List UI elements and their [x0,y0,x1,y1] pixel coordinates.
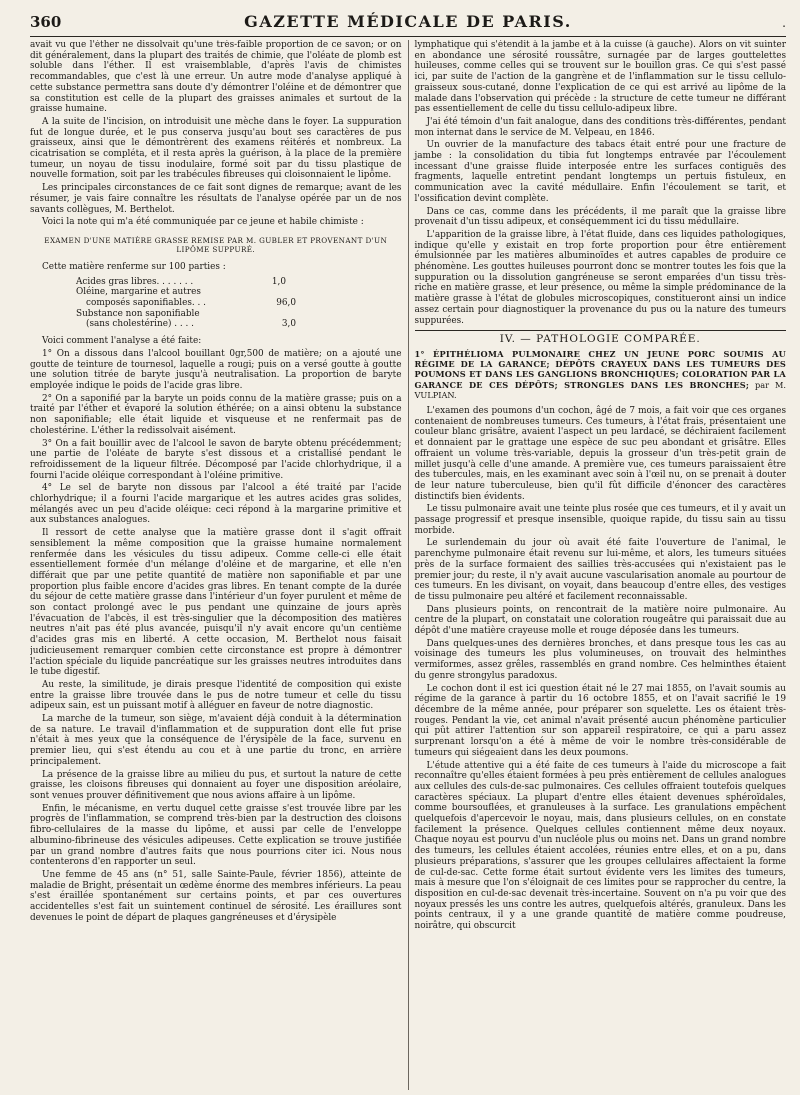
paragraph: Cette matière renferme sur 100 parties : [42,261,226,272]
paragraph: Voici la note qui m'a été communiquée par ce jeune et habile chimiste : [42,217,364,228]
journal-title: GAZETTE MÉDICALE DE PARIS. [244,12,572,31]
page-header [30,12,786,37]
paragraph: A la suite de l'incision, on introduisit une mèche dans le foyer. La suppuration fut de longue durée, et le pus conserva jusqu'au bout ses caractères de pus graisseux, ainsi que le démontrèrent des examens réitérés et nombreux. La cicatrisation se compléta, et il resta après la guérison, à la place de la première tumeur, un noyau de tissu inodulaire, formé soit par du tissu plastique de nouvelle formation, soit par les trabécules fibreuses qui cloisonnaient le lipôme. [30,116,402,181]
paragraph: L'étude attentive qui a été faite de ces tumeurs à l'aide du microscope a fait reconnaître qu'elles étaient formées à peu près entièrement de cellules analogues aux cellules des culs-de-sac pulmonaires. Ces cellules offraient toutefois quelques caractères spéciaux. La plupart d'entre elles étaient devenues sphéroïdales, comme boursouflées, et granuleuses à la surface. Les granulations empêchent quelquefois d'apercevoir le noyau, mais, dans plusieurs cellules, on en constate facilement la présence. Quelques cellules contiennent même deux noyaux. Chaque noyau est pourvu d'un nucléole plus ou moins net. Dans un grand nombre des tumeurs, les cellules étaient accolées, réunies entre elles, et on a pu, dans plusieurs préparations, s'assurer que les groupes cellulaires affectaient la forme de cul-de-sac. Cette forme était surtout évidente vers les limites des tumeurs, mais à mesure que l'on s'éloignait de ces limites pour se rapprocher du centre, la disposition en cul-de-sac devenait très-incertaine. Souvent on n'a pu voir que des noyaux pressés les uns contre les autres, quelquefois altérés, granuleux. Dans les points centraux, il y a une grande quantité de matière comme poudreuse, noirâtre, qui obscurcit [414,760,786,932]
section-heading: IV. — PATHOLOGIE COMPARÉE. [415,330,787,345]
paragraph: Le surlendemain du jour où avait été faite l'ouverture de l'animal, le parenchyme pulmonaire était revenu sur lui-même, et alors, les tumeurs situées près de la surface formaient des saillies très-accusées qui n'existaient pas le premier jour; du reste, il n'y avait aucune vascularisation anomale au pourtour de ces tumeurs. En les divisant, on voyait, dans beaucoup d'entre elles, des vestiges de tissu pulmonaire peu altéré et facilement reconnaissable. [414,538,786,602]
paragraph: Un ouvrier de la manufacture des tabacs était entré pour une fracture de jambe : la consolidation du tibia fut longtemps entravée par l'écoulement incessant d'une graisse fluide interposée entre les surfaces contiguës des fragments, laquelle entretint pendant longtemps un pertuis fistuleux, en communication avec la cavité médullaire. Enfin l'écoulement se tarit, et l'ossification devint complète. [414,140,786,204]
paragraph: lymphatique qui s'étendit à la jambe et à la cuisse (à gauche). Alors on vit suinter en abondance une sérosité roussâtre, surnagée par de larges gouttelettes huileuses, comme celles qui se trouvent sur le bouillon gras. Ce qui s'est passé ici, par suite de l'action de la gangrène et de l'inflammation sur le tissu cellulo-graisseux sous-cutané, donne l'explication de ce qui est arrivé au lipôme de la malade dans l'observation qui précède : la structure de cette tumeur ne différant pas essentiellement de celle du tissu cellulo-adipeux libre. [414,40,786,115]
right-column [409,40,787,1090]
paragraph: Dans ce cas, comme dans les précédents, il me paraît que la graisse libre provenait d'un tissu adipeux, et conséquemment ici du tissu médullaire. [414,206,786,228]
paragraph: Au reste, la similitude, je dirais presque l'identité de composition qui existe entre la graisse libre trouvée dans le pus de notre tumeur et celle du tissu adipeux sain, est un puissant motif à alléguer en faveur de notre diagnostic. [30,679,402,712]
analysis-heading: EXAMEN D'UNE MATIÈRE GRASSE REMISE PAR M. GUBLER ET PROVENANT D'UN LIPÔME SUPPURÉ. [44,235,388,255]
text-columns [30,40,786,1095]
paragraph: Le tissu pulmonaire avait une teinte plus rosée que ces tumeurs, et il y avait un passage progressif et presque insensible, quoique rapide, du tissu sain au tissu morbide. [414,504,786,536]
composition-row: composés saponifiables. . . 96,0 [86,298,296,309]
left-column [30,40,409,1090]
subtitle-text: 1° ÉPITHÉLIOMA PULMONAIRE CHEZ UN JEUNE PORC SOUMIS AU RÉGIME DE LA GARANCE; DÉPÔTS CRAYEUX DANS LES TUMEURS DES POUMONS ET DANS LES GANGLIONS BRONCHIQUES; COLORATION PAR LA GARANCE DE CES DÉPÔTS; STRONGLES DANS LES BRONCHES; [414,348,786,390]
paragraph: L'examen des poumons d'un cochon, âgé de 7 mois, a fait voir que ces organes contenaient de nombreuses tumeurs. Ces tumeurs, à l'état frais, présentaient une couleur blanc grisâtre, avaient l'aspect un peu lardacé, se déchiraient facilement et donnaient par le grattage une espèce de suc peu abondant et grisâtre. Elles offraient un volume très-variable, depuis la grosseur d'un très-petit grain de millet jusqu'à celle d'une amande. A première vue, ces tumeurs paraissaient être des tubercules, mais, en les examinant avec soin à l'œil nu, on se prenait à douter de leur nature tuberculeuse, bien qu'il fût difficile d'énoncer des caractères distinctifs bien évidents. [414,406,786,502]
composition-row: Oléine, margarine et autres [76,287,201,298]
paragraph: 1° On a dissous dans l'alcool bouillant 0gr,500 de matière; on a ajouté une goutte de teinture de tournesol, laquelle a rougi; puis on a versé goutte à goutte une solution titrée de baryte jusqu'à neutralisation. La proportion de baryte employée indique le poids de l'acide gras libre. [30,348,402,391]
paragraph: Une femme de 45 ans (n° 51, salle Sainte-Paule, février 1856), atteinte de maladie de Bright, présentait un œdème énorme des membres inférieurs. La peau s'est éraillée spontanément sur certains points, et par ces ouvertures accidentelles s'est fait un suintement continuel de sérosité. Les éraillures sont devenues le point de départ de plaques gangréneuses et d'érysipèle [30,869,402,923]
article-subtitle [415,349,787,400]
paragraph: Le cochon dont il est ici question était né le 27 mai 1855, on l'avait soumis au régime de la garance à partir du 16 octobre 1855, et on l'avait sacrifié le 19 décembre de la même année, pour préparer son squelette. Les os étaient très-rouges. Pendant la vie, cet animal n'avait présenté aucun phénomène particulier qui pût attirer l'attention sur son appareil respiratoire, ce qui a paru assez surprenant lorsqu'on a été à même de voir le nombre très-considérable de tumeurs qui siégeaient dans les deux poumons. [414,683,786,758]
paragraph: 4° Le sel de baryte non dissous par l'alcool a été traité par l'acide chlorhydrique; il a fourni l'acide margarique et les autres acides gras solides, mélangés avec un peu d'acide oléique: ceci répond à la margarine primitive et aux substances analogues. [30,483,402,526]
paragraph: Il ressort de cette analyse que la matière grasse dont il s'agit offrait sensiblement la même composition que la graisse humaine normalement renfermée dans les vésicules du tissu adipeux. Comme celle-ci elle était essentiellement formée d'un mélange d'oléine et de margarine, et elle n'en différait que par une petite quantité de matière non saponifiable et par une proportion plus faible encore d'acides gras libres. En tenant compte de la durée du séjour de cette matière grasse dans l'intérieur d'un foyer purulent et même de son contact prolongé avec le pus pendant une quinzaine de jours après l'évacuation de l'abcès, il est très-singulier que la décomposition des matières neutres n'ait pas été plus avancée, puisqu'il n'y avait encore qu'un centième d'acides gras mis en liberté. A cette occasion, M. Berthelot nous faisait judicieusement remarquer combien cette circonstance est propre à démontrer l'action spéciale du liquide pancréatique sur les graisses neutres introduites dans le tube digestif. [30,528,402,678]
composition-row: Acides gras libres. . . . . . . 1,0 [76,276,286,287]
composition-row: (sans cholestérine) . . . . 3,0 [86,319,296,330]
header-mark: . [782,16,786,30]
page-number: 360 [30,13,62,31]
paragraph: Voici comment l'analyse a été faite: [42,336,202,347]
paragraph: avait vu que l'éther ne dissolvait qu'une très-faible proportion de ce savon; or on dit généralement, dans la plupart des traités de chimie, que l'oléate de plomb est soluble dans l'éther. Il est vraisemblable, d'après l'avis de chimistes recommandables, que c'est là une erreur. Un autre mode d'analyse appliqué à cette substance permettra sans doute d'y démontrer l'oléine et de démontrer que sa constitution est celle de la plupart des graisses animales et surtout de la graisse humaine. [30,40,402,115]
author-byline: par M. VULPIAN. [414,379,786,400]
paragraph: Dans plusieurs points, on rencontrait de la matière noire pulmonaire. Au centre de la plupart, on constatait une coloration rougeâtre qui paraissait due au dépôt d'une matière crayeuse molle et rouge déposée dans les tumeurs. [414,604,786,637]
paragraph: L'apparition de la graisse libre, à l'état fluide, dans ces liquides pathologiques, indique qu'elle y existait en trop forte proportion pour être entièrement émulsionnée par les matières albuminoïdes et autres capables de produire ce phénomène. Les gouttes huileuses pourront donc se montrer toutes les fois que la suppuration ou la dissolution gangréneuse se seront emparées d'un tissu très-riche en matière grasse, et leur présence, ou même la simple prédominance de la matière grasse à l'état de globules microscopiques, constitueront ainsi un indice assez certain pour diagnostiquer la provenance du pus ou la nature des tumeurs suppurées. [414,229,786,326]
paragraph: 3° On a fait bouillir avec de l'alcool le savon de baryte obtenu précédemment; une partie de l'oléate de baryte s'est dissous et a cristallisé pendant le refroidissement de la liqueur filtrée. Décomposé par l'acide chlorhydrique, il a fourni l'acide oléique correspondant à l'oléine primitive. [30,438,402,481]
composition-table [76,277,402,331]
composition-row: Substance non saponifiable [76,308,200,319]
paragraph: Dans quelques-unes des dernières bronches, et dans presque tous les cas au voisinage des tumeurs les plus volumineuses, on trouvait des helminthes vermiformes, assez grêles, rassemblés en grand nombre. Ces helminthes étaient du genre strongylus paradoxus. [414,638,786,681]
paragraph: 2° On a saponifié par la baryte un poids connu de la matière grasse; puis on a traité par l'éther et évaporé la solution éthérée; on a ainsi obtenu la substance non saponifiable; elle était liquide et visqueuse et ne renfermait pas de cholestérine. L'éther la redissolvait aisément. [30,393,402,436]
paragraph: Les principales circonstances de ce fait sont dignes de remarque; avant de les résumer, je vais faire connaître les résultats de l'analyse opérée par un de nos savants collègues, M. Berthelot. [30,183,402,215]
paragraph: La marche de la tumeur, son siège, m'avaient déjà conduit à la détermination de sa nature. Le travail d'inflammation et de suppuration dont elle fut prise n'était à mes yeux que la conséquence de l'érysipèle de la face, survenu en premier lieu, qui s'est étendu au cou et à une partie du tronc, en arrière principalement. [30,714,402,767]
paragraph: La présence de la graisse libre au milieu du pus, et surtout la nature de cette graisse, les cloisons fibreuses qui donnaient au foyer une disposition aréolaire, sont venues prouver définitivement que nous avions affaire à un lipôme. [30,769,402,801]
paragraph: Enfin, le mécanisme, en vertu duquel cette graisse s'est trouvée libre par les progrès de l'inflammation, se comprend très-bien par la destruction des cloisons fibro-cellulaires de la masse du lipôme, et aussi par celle de l'enveloppe albumino-fibrineuse des vésicules adipeuses. Cette explication se trouve justifiée par un grand nombre d'autres faits que nous pourrions citer ici. Nous nous contenterons d'en rapporter un seul. [30,803,402,868]
paragraph: J'ai été témoin d'un fait analogue, dans des conditions très-différentes, pendant mon internat dans le service de M. Velpeau, en 1846. [414,116,786,138]
